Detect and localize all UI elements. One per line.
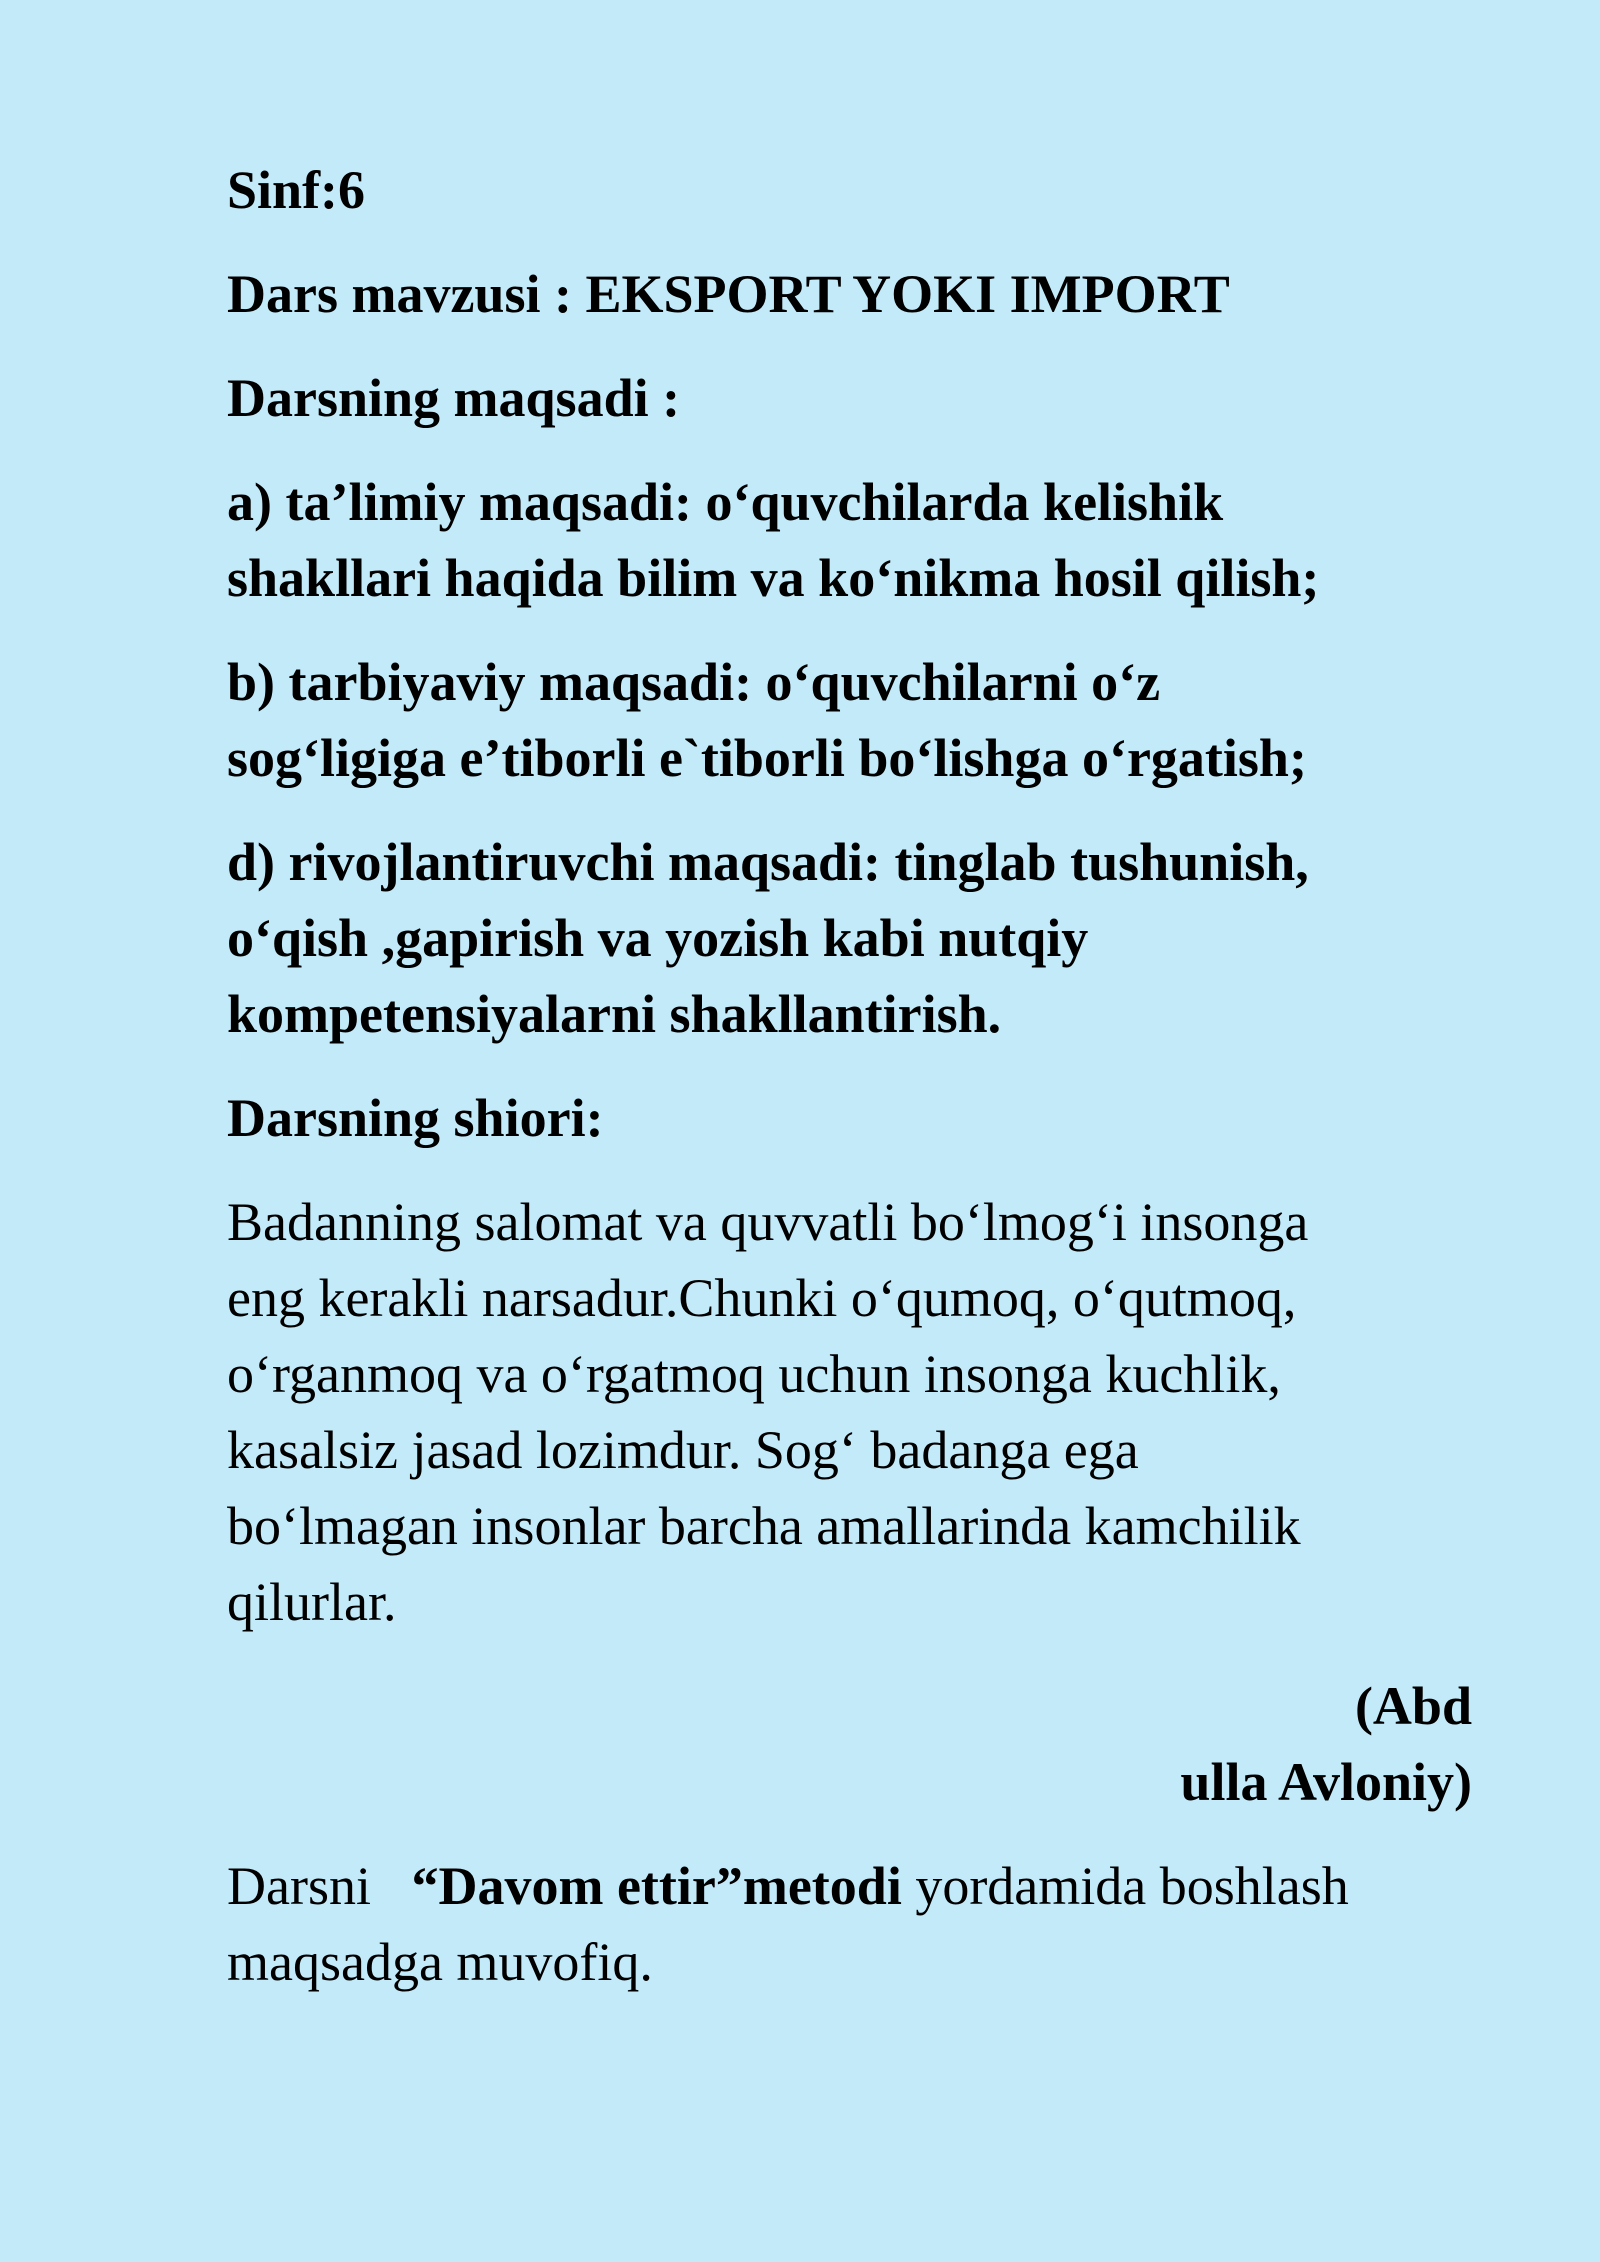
goal-a-line: a) ta’limiy maqsadi: o‘quvchilarda kelishik bbox=[227, 472, 1224, 532]
motto-quote bbox=[227, 1184, 1472, 1640]
motto-line: qilurlar. bbox=[227, 1572, 397, 1632]
method-note-intro: Darsni bbox=[227, 1856, 412, 1916]
goal-d-line: kompetensiyalarni shakllantirish. bbox=[227, 984, 1002, 1044]
goal-b-line: b) tarbiyaviy maqsadi: o‘quvchilarni o‘z bbox=[227, 652, 1161, 712]
motto-line: eng kerakli narsadur.Chunki o‘qumoq, o‘qutmoq, bbox=[227, 1268, 1297, 1328]
motto-line: o‘rganmoq va o‘rgatmoq uchun insonga kuchlik, bbox=[227, 1344, 1281, 1404]
goal-a-line: shakllari haqida bilim va ko‘nikma hosil qilish; bbox=[227, 548, 1320, 608]
goal-b bbox=[227, 644, 1472, 796]
motto-line: Badanning salomat va quvvatli bo‘lmog‘i insonga bbox=[227, 1192, 1309, 1252]
goal-b-line: sog‘ligiga e’tiborli e`tiborli bo‘lishga o‘rgatish; bbox=[227, 728, 1307, 788]
method-note-rest: yordamida boshlash bbox=[901, 1856, 1349, 1916]
motto-line: kasalsiz jasad lozimdur. Sog‘ badanga ega bbox=[227, 1420, 1139, 1480]
author-line: (Abd bbox=[1354, 1676, 1472, 1736]
method-note bbox=[227, 1848, 1472, 2000]
goal-d-line: d) rivojlantiruvchi maqsadi: tinglab tushunish, bbox=[227, 832, 1309, 892]
goal-d bbox=[227, 824, 1472, 1052]
class-line: Sinf:6 bbox=[227, 160, 366, 220]
lesson-topic: Dars mavzusi : EKSPORT YOKI IMPORT bbox=[227, 264, 1230, 324]
method-note-line bbox=[227, 1848, 1472, 1924]
motto-line: bo‘lmagan insonlar barcha amallarinda kamchilik bbox=[227, 1496, 1301, 1556]
quote-author bbox=[227, 1668, 1472, 1820]
goal-heading: Darsning maqsadi : bbox=[227, 368, 681, 428]
motto-heading: Darsning shiori: bbox=[227, 1088, 604, 1148]
goal-d-line: o‘qish ,gapirish va yozish kabi nutqiy bbox=[227, 908, 1089, 968]
goal-a bbox=[227, 464, 1472, 616]
method-note-line: maqsadga muvofiq. bbox=[227, 1932, 653, 1992]
document-content bbox=[227, 152, 1472, 2000]
author-line: ulla Avloniy) bbox=[1180, 1752, 1472, 1812]
method-name: “Davom ettir”metodi bbox=[411, 1856, 902, 1916]
